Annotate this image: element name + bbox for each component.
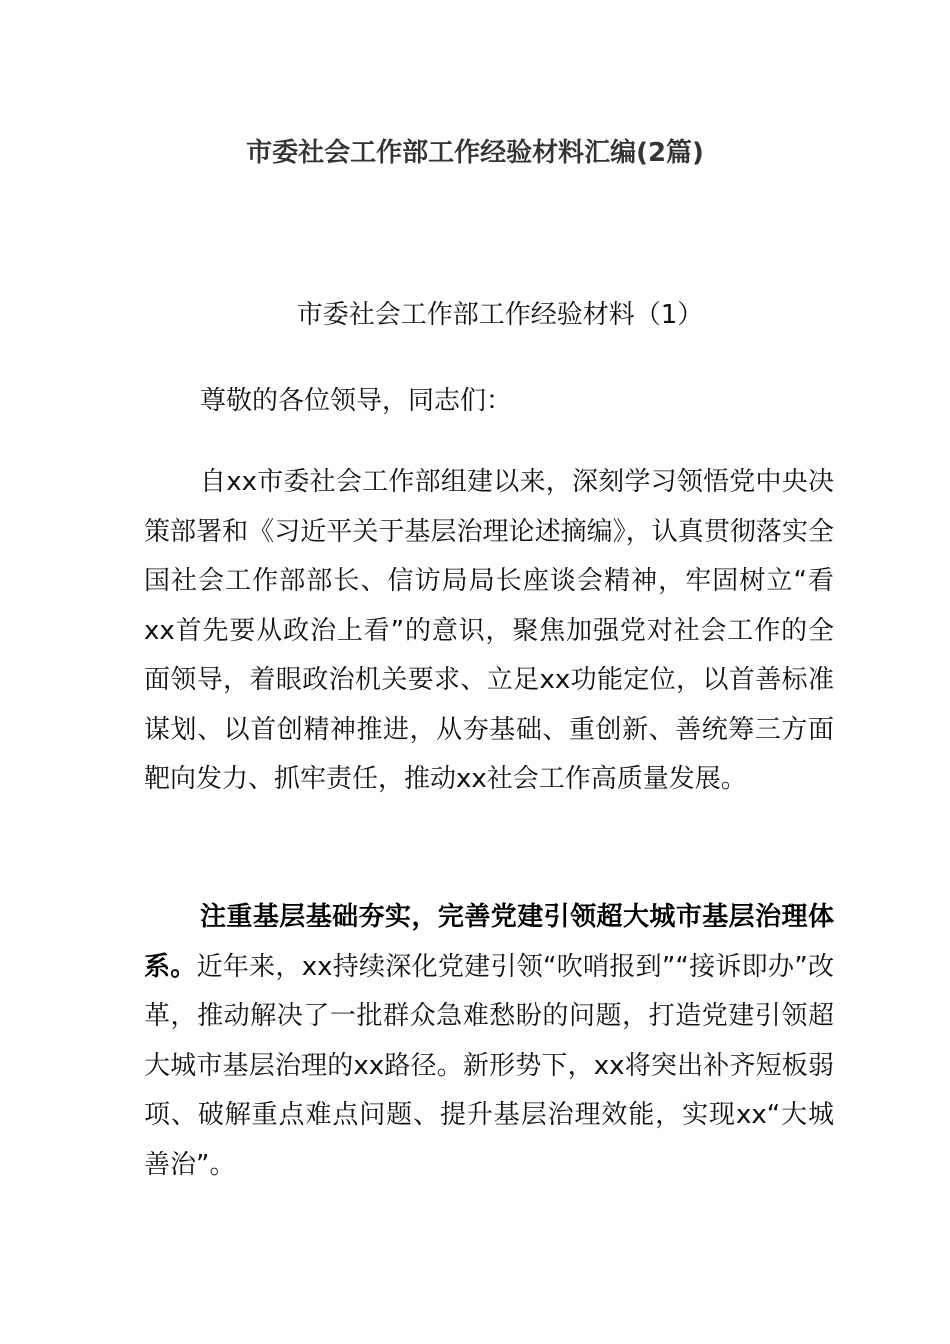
document-title: 市委社会工作部工作经验材料汇编(2篇) bbox=[246, 138, 704, 168]
paragraph-text: 近年来，xx持续深化党建引领“吹哨报到”“接诉即办”改革，推动解决了一批群众急难愁盼的问题，打造党建引领超大城市基层治理的xx路径。新形势下，xx将突出补齐短板弱项、破解重点难点问题、提升基层治理效能，实现xx“大城善治”。 bbox=[144, 951, 834, 1180]
section-title: 市委社会工作部工作经验材料（1） bbox=[296, 300, 704, 330]
salutation: 尊敬的各位领导，同志们： bbox=[200, 386, 513, 416]
paragraph-heading: 注重基层基础夯实，完善党建引领超大城市基层治理体系。 bbox=[144, 902, 834, 982]
paragraph-text: 自xx市委社会工作部组建以来，深刻学习领悟党中央决策部署和《习近平关于基层治理论述摘编》，认真贯彻落实全国社会工作部部长、信访局局长座谈会精神，牢固树立“看xx首先要从政治上看”的意识，聚焦加强党对社会工作的全面领导，着眼政治机关要求、立足xx功能定位，以首善标准谋划、以首创精神推进，从夯基础、重创新、善统筹三方面靶向发力、抓牢责任，推动xx社会工作高质量发展。 bbox=[144, 467, 834, 794]
body-paragraph bbox=[144, 893, 834, 1190]
body-paragraph bbox=[144, 458, 834, 805]
